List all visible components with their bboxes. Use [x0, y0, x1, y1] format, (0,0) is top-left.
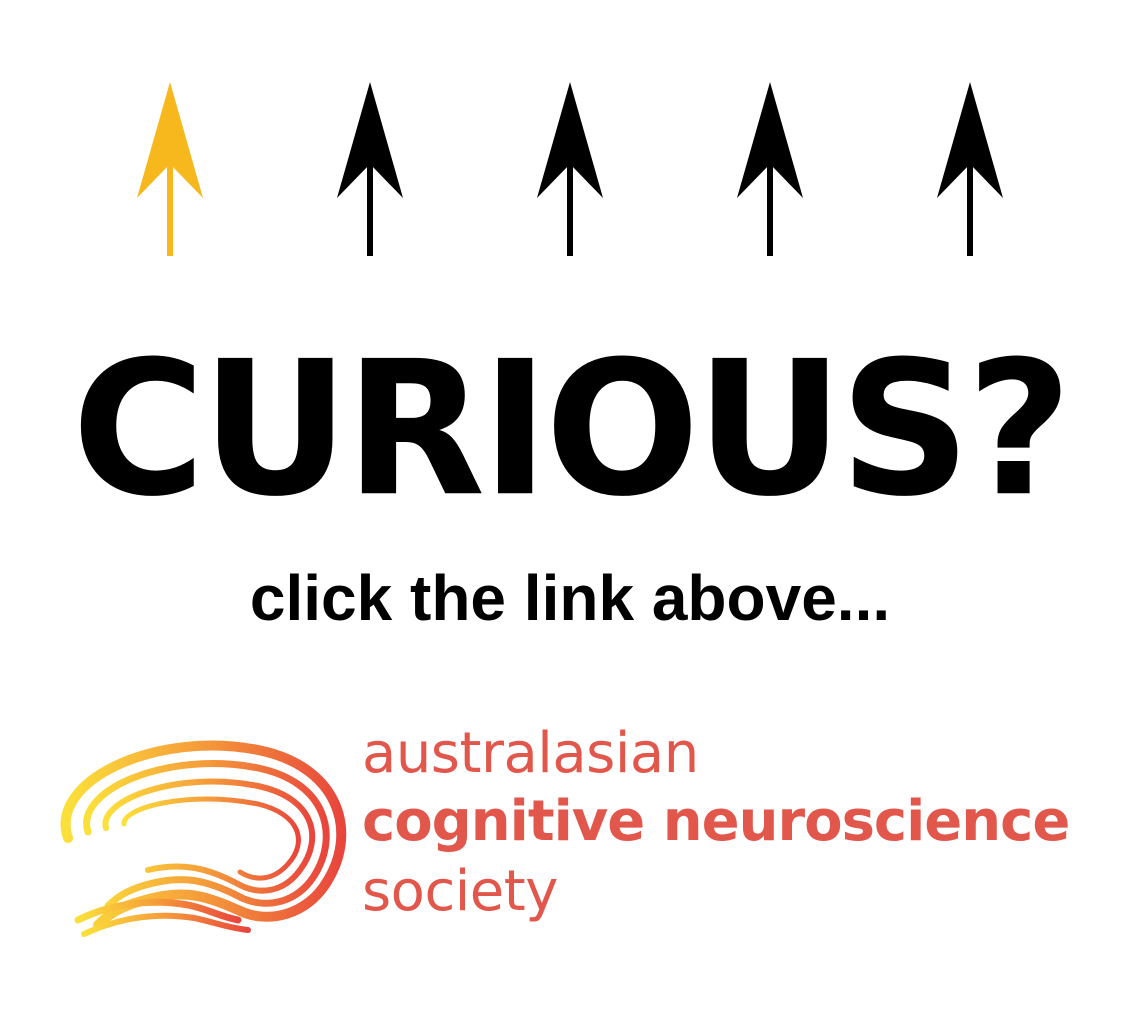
- arrow-row: [0, 80, 1140, 260]
- logo-line-cognitive-neuroscience: cognitive neuroscience: [362, 789, 1070, 854]
- up-arrow-icon: [735, 80, 805, 260]
- logo-line-society: society: [362, 859, 558, 924]
- headline: CURIOUS?: [71, 320, 1069, 538]
- up-arrow-icon: [135, 80, 205, 260]
- up-arrow-icon: [335, 80, 405, 260]
- society-logo: [38, 700, 1118, 960]
- subline: click the link above...: [249, 562, 891, 634]
- up-arrow-icon: [935, 80, 1005, 260]
- brain-swoosh-icon: [38, 720, 368, 950]
- logo-line-australasian: australasian: [362, 721, 699, 786]
- up-arrow-icon: [535, 80, 605, 260]
